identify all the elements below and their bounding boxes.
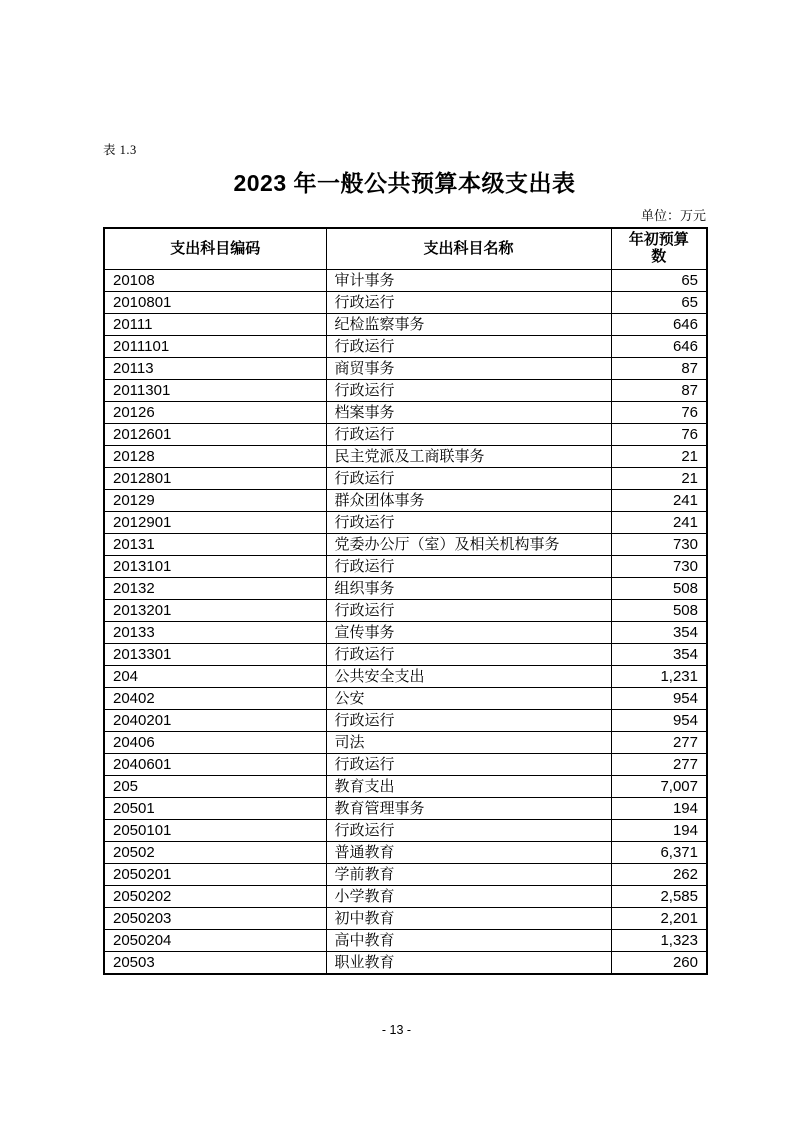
budget-cell: 7,007 xyxy=(611,776,707,798)
name-cell: 司法 xyxy=(326,732,611,754)
budget-cell: 508 xyxy=(611,600,707,622)
page-title: 2023 年一般公共预算本级支出表 xyxy=(233,170,576,196)
table-row xyxy=(104,512,707,534)
code-cell: 20108 xyxy=(104,270,326,292)
budget-cell: 194 xyxy=(611,820,707,842)
budget-cell: 65 xyxy=(611,270,707,292)
code-cell: 2050101 xyxy=(104,820,326,842)
table-row xyxy=(104,820,707,842)
name-cell: 行政运行 xyxy=(326,600,611,622)
name-cell: 行政运行 xyxy=(326,644,611,666)
code-cell: 2040601 xyxy=(104,754,326,776)
table-row xyxy=(104,314,707,336)
table-row xyxy=(104,380,707,402)
budget-cell: 646 xyxy=(611,314,707,336)
budget-table xyxy=(103,227,708,975)
name-cell: 民主党派及工商联事务 xyxy=(326,446,611,468)
code-cell: 20126 xyxy=(104,402,326,424)
budget-cell: 354 xyxy=(611,622,707,644)
code-cell: 2050203 xyxy=(104,908,326,930)
budget-cell: 277 xyxy=(611,732,707,754)
name-cell: 行政运行 xyxy=(326,556,611,578)
name-cell: 档案事务 xyxy=(326,402,611,424)
table-row xyxy=(104,732,707,754)
code-cell: 2013301 xyxy=(104,644,326,666)
budget-cell: 87 xyxy=(611,380,707,402)
code-cell: 2040201 xyxy=(104,710,326,732)
table-row xyxy=(104,534,707,556)
budget-cell: 21 xyxy=(611,468,707,490)
table-row xyxy=(104,842,707,864)
code-cell: 204 xyxy=(104,666,326,688)
code-cell: 2050201 xyxy=(104,864,326,886)
table-row xyxy=(104,402,707,424)
budget-cell: 954 xyxy=(611,710,707,732)
name-cell: 公安 xyxy=(326,688,611,710)
table-label: 表 1.3 xyxy=(103,143,137,157)
name-cell: 组织事务 xyxy=(326,578,611,600)
code-cell: 2012901 xyxy=(104,512,326,534)
code-cell: 20402 xyxy=(104,688,326,710)
code-cell: 20113 xyxy=(104,358,326,380)
name-cell: 行政运行 xyxy=(326,424,611,446)
budget-cell: 508 xyxy=(611,578,707,600)
budget-cell: 6,371 xyxy=(611,842,707,864)
table-row xyxy=(104,644,707,666)
code-cell: 2010801 xyxy=(104,292,326,314)
table-row xyxy=(104,688,707,710)
table-row xyxy=(104,710,707,732)
table-row xyxy=(104,930,707,952)
table-row xyxy=(104,490,707,512)
header-row xyxy=(104,228,707,270)
document-page xyxy=(103,143,706,975)
budget-cell: 65 xyxy=(611,292,707,314)
budget-cell: 21 xyxy=(611,446,707,468)
name-cell: 普通教育 xyxy=(326,842,611,864)
unit-label: 单位：万元 xyxy=(640,208,706,223)
name-cell: 公共安全支出 xyxy=(326,666,611,688)
code-cell: 2013101 xyxy=(104,556,326,578)
name-cell: 职业教育 xyxy=(326,952,611,975)
budget-cell: 354 xyxy=(611,644,707,666)
name-cell: 行政运行 xyxy=(326,754,611,776)
budget-cell: 730 xyxy=(611,556,707,578)
table-body xyxy=(104,270,707,975)
name-cell: 教育管理事务 xyxy=(326,798,611,820)
table-row xyxy=(104,952,707,975)
table-row xyxy=(104,578,707,600)
name-cell: 高中教育 xyxy=(326,930,611,952)
code-cell: 20501 xyxy=(104,798,326,820)
table-row xyxy=(104,908,707,930)
table-row xyxy=(104,336,707,358)
column-header-budget: 年初预算数 xyxy=(611,228,707,270)
code-cell: 20133 xyxy=(104,622,326,644)
code-cell: 2013201 xyxy=(104,600,326,622)
code-cell: 20128 xyxy=(104,446,326,468)
budget-cell: 277 xyxy=(611,754,707,776)
page-number: - 13 - xyxy=(381,1023,412,1037)
name-cell: 初中教育 xyxy=(326,908,611,930)
budget-cell: 241 xyxy=(611,512,707,534)
table-row xyxy=(104,666,707,688)
table-row xyxy=(104,776,707,798)
name-cell: 审计事务 xyxy=(326,270,611,292)
budget-cell: 76 xyxy=(611,402,707,424)
name-cell: 群众团体事务 xyxy=(326,490,611,512)
name-cell: 宣传事务 xyxy=(326,622,611,644)
budget-cell: 646 xyxy=(611,336,707,358)
table-row xyxy=(104,600,707,622)
name-cell: 党委办公厅（室）及相关机构事务 xyxy=(326,534,611,556)
name-cell: 商贸事务 xyxy=(326,358,611,380)
table-row xyxy=(104,754,707,776)
name-cell: 纪检监察事务 xyxy=(326,314,611,336)
table-row xyxy=(104,468,707,490)
name-cell: 行政运行 xyxy=(326,468,611,490)
code-cell: 20129 xyxy=(104,490,326,512)
name-cell: 行政运行 xyxy=(326,336,611,358)
column-header-name: 支出科目名称 xyxy=(326,228,611,270)
budget-cell: 76 xyxy=(611,424,707,446)
name-cell: 小学教育 xyxy=(326,886,611,908)
name-cell: 行政运行 xyxy=(326,710,611,732)
name-cell: 教育支出 xyxy=(326,776,611,798)
table-row xyxy=(104,622,707,644)
budget-cell: 730 xyxy=(611,534,707,556)
code-cell: 20502 xyxy=(104,842,326,864)
budget-cell: 2,201 xyxy=(611,908,707,930)
table-row xyxy=(104,358,707,380)
code-cell: 2011101 xyxy=(104,336,326,358)
budget-cell: 954 xyxy=(611,688,707,710)
budget-cell: 194 xyxy=(611,798,707,820)
code-cell: 2012801 xyxy=(104,468,326,490)
table-row xyxy=(104,446,707,468)
table-row xyxy=(104,556,707,578)
budget-cell: 87 xyxy=(611,358,707,380)
budget-cell: 241 xyxy=(611,490,707,512)
table-row xyxy=(104,292,707,314)
name-cell: 学前教育 xyxy=(326,864,611,886)
table-row xyxy=(104,864,707,886)
code-cell: 2050202 xyxy=(104,886,326,908)
table-row xyxy=(104,270,707,292)
code-cell: 2011301 xyxy=(104,380,326,402)
table-row xyxy=(104,424,707,446)
budget-cell: 2,585 xyxy=(611,886,707,908)
code-cell: 20503 xyxy=(104,952,326,975)
budget-cell: 260 xyxy=(611,952,707,975)
code-cell: 2050204 xyxy=(104,930,326,952)
name-cell: 行政运行 xyxy=(326,820,611,842)
code-cell: 20111 xyxy=(104,314,326,336)
budget-cell: 1,231 xyxy=(611,666,707,688)
table-row xyxy=(104,798,707,820)
table-row xyxy=(104,886,707,908)
budget-cell: 1,323 xyxy=(611,930,707,952)
name-cell: 行政运行 xyxy=(326,292,611,314)
name-cell: 行政运行 xyxy=(326,380,611,402)
code-cell: 20131 xyxy=(104,534,326,556)
code-cell: 20132 xyxy=(104,578,326,600)
column-header-code: 支出科目编码 xyxy=(104,228,326,270)
name-cell: 行政运行 xyxy=(326,512,611,534)
code-cell: 2012601 xyxy=(104,424,326,446)
budget-cell: 262 xyxy=(611,864,707,886)
code-cell: 205 xyxy=(104,776,326,798)
code-cell: 20406 xyxy=(104,732,326,754)
